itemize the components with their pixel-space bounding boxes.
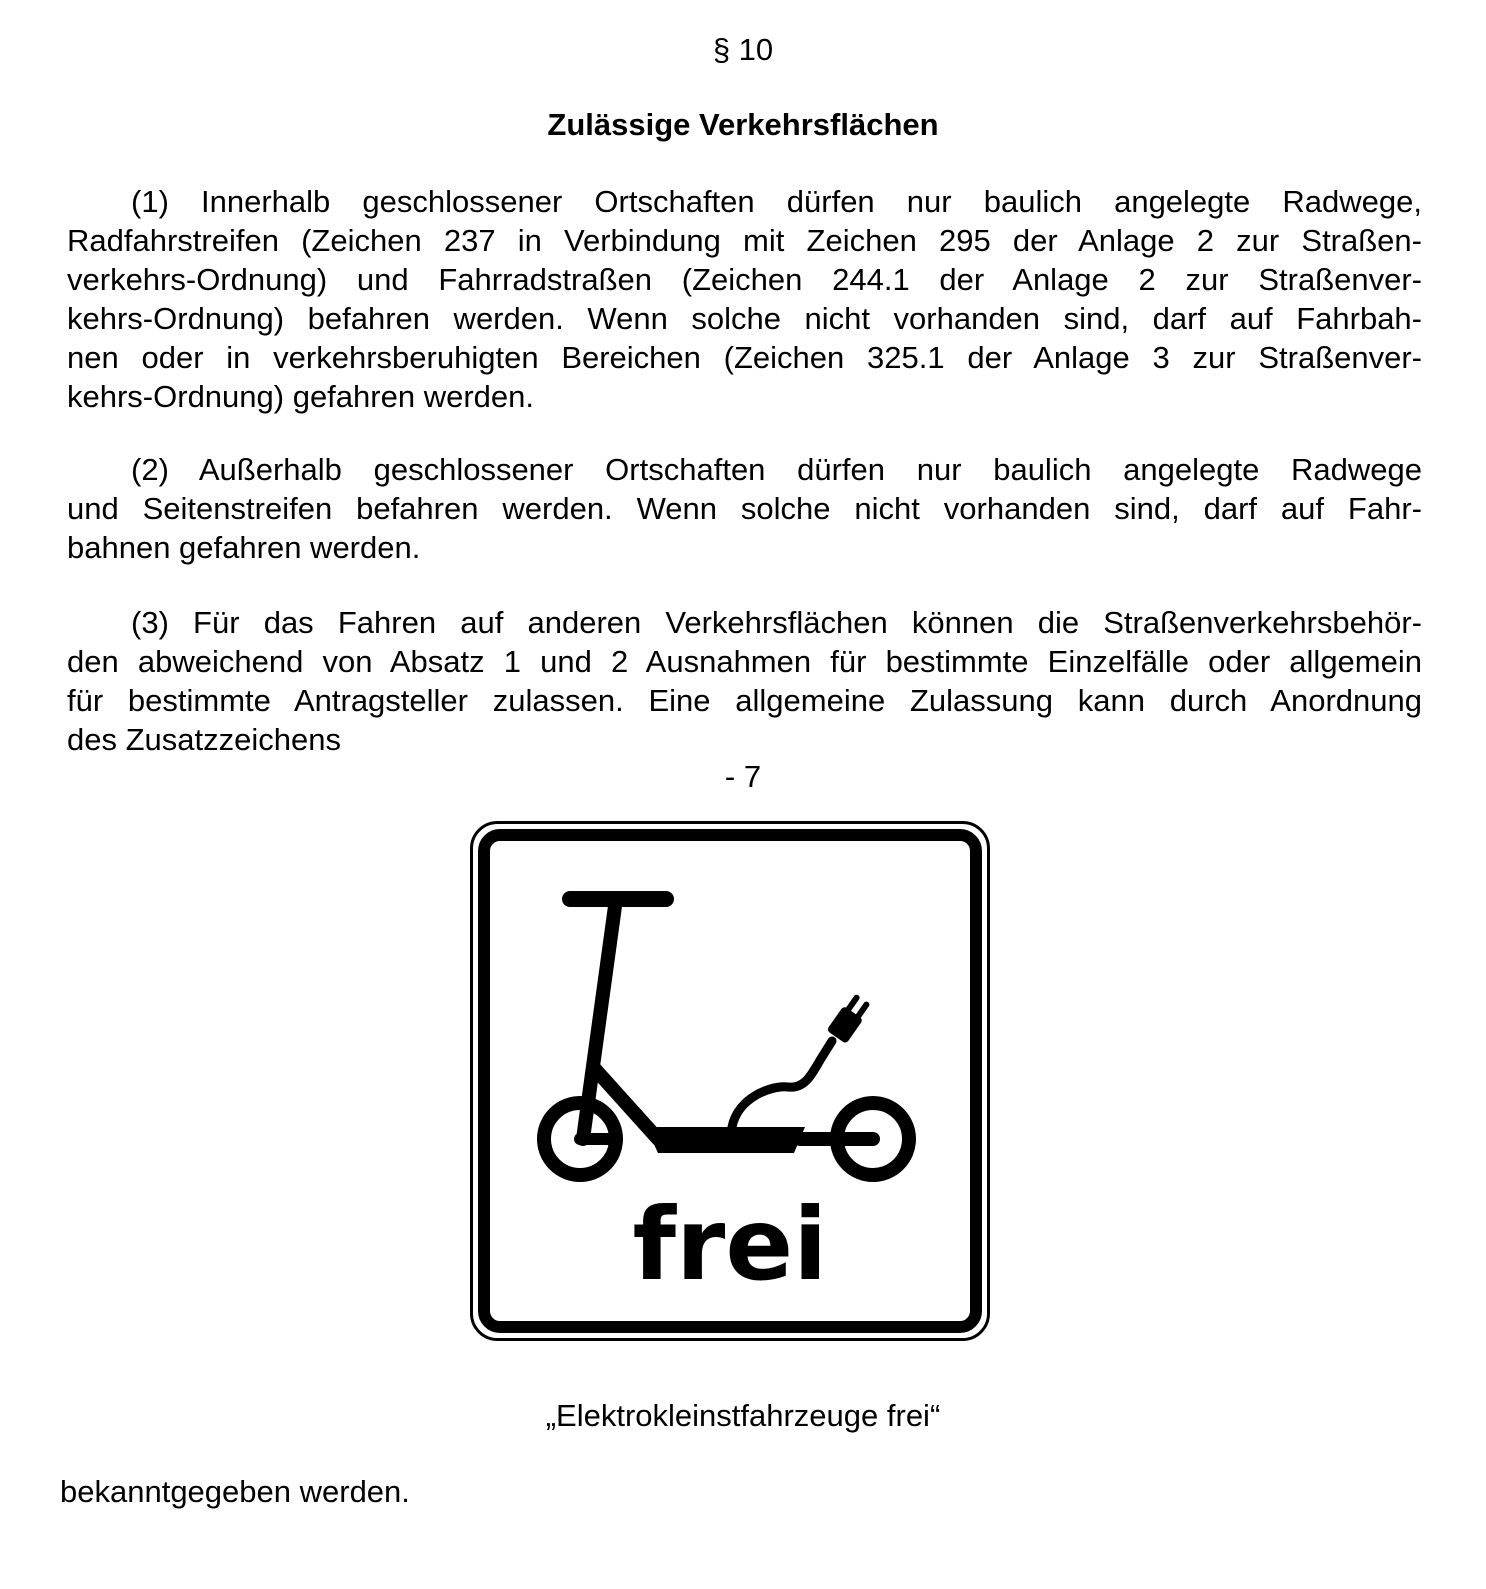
paragraph-line: verkehrs-Ordnung) und Fahrradstraßen (Zeichen 244.1 der Anlage 2 zur Straßenver- — [67, 262, 1422, 297]
paragraph-line: den abweichend von Absatz 1 und 2 Ausnahmen für bestimmte Einzelfälle oder allgemein — [67, 644, 1422, 679]
supplementary-traffic-sign — [470, 821, 990, 1341]
paragraph-3 — [67, 603, 1422, 759]
paragraph-line: (1) Innerhalb geschlossener Ortschaften dürfen nur baulich angelegte Radwege, — [131, 184, 1422, 219]
paragraph-line: und Seitenstreifen befahren werden. Wenn solche nicht vorhanden sind, darf auf Fahr- — [67, 491, 1422, 526]
paragraph-2 — [67, 450, 1422, 567]
paragraph-line: (3) Für das Fahren auf anderen Verkehrsflächen können die Straßenverkehrsbehör- — [131, 605, 1422, 640]
paragraph-line: bahnen gefahren werden. — [67, 530, 421, 565]
paragraph-line: Radfahrstreifen (Zeichen 237 in Verbindung mit Zeichen 295 der Anlage 2 zur Straßen- — [67, 223, 1422, 258]
section-number: § 10 — [712, 32, 774, 67]
paragraph-line: (2) Außerhalb geschlossener Ortschaften dürfen nur baulich angelegte Radwege — [131, 452, 1422, 487]
paragraph-line: kehrs-Ordnung) befahren werden. Wenn solche nicht vorhanden sind, darf auf Fahrbah- — [67, 301, 1422, 336]
paragraph-line: des Zusatzzeichens — [67, 722, 341, 757]
paragraph-line: kehrs-Ordnung) gefahren werden. — [67, 379, 534, 414]
sign-caption: „Elektrokleinstfahrzeuge frei“ — [545, 1398, 941, 1433]
paragraph-1 — [67, 182, 1422, 416]
page-number: - 7 — [724, 759, 762, 794]
paragraph-line: für bestimmte Antragsteller zulassen. Eine allgemeine Zulassung kann durch Anordnung — [67, 683, 1422, 718]
sign-text: frei — [632, 1186, 828, 1303]
paragraph-line: nen oder in verkehrsberuhigten Bereichen (Zeichen 325.1 der Anlage 3 zur Straßenver- — [67, 340, 1422, 375]
section-title: Zulässige Verkehrsflächen — [547, 107, 939, 142]
closing-text: bekanntgegeben werden. — [60, 1474, 410, 1509]
